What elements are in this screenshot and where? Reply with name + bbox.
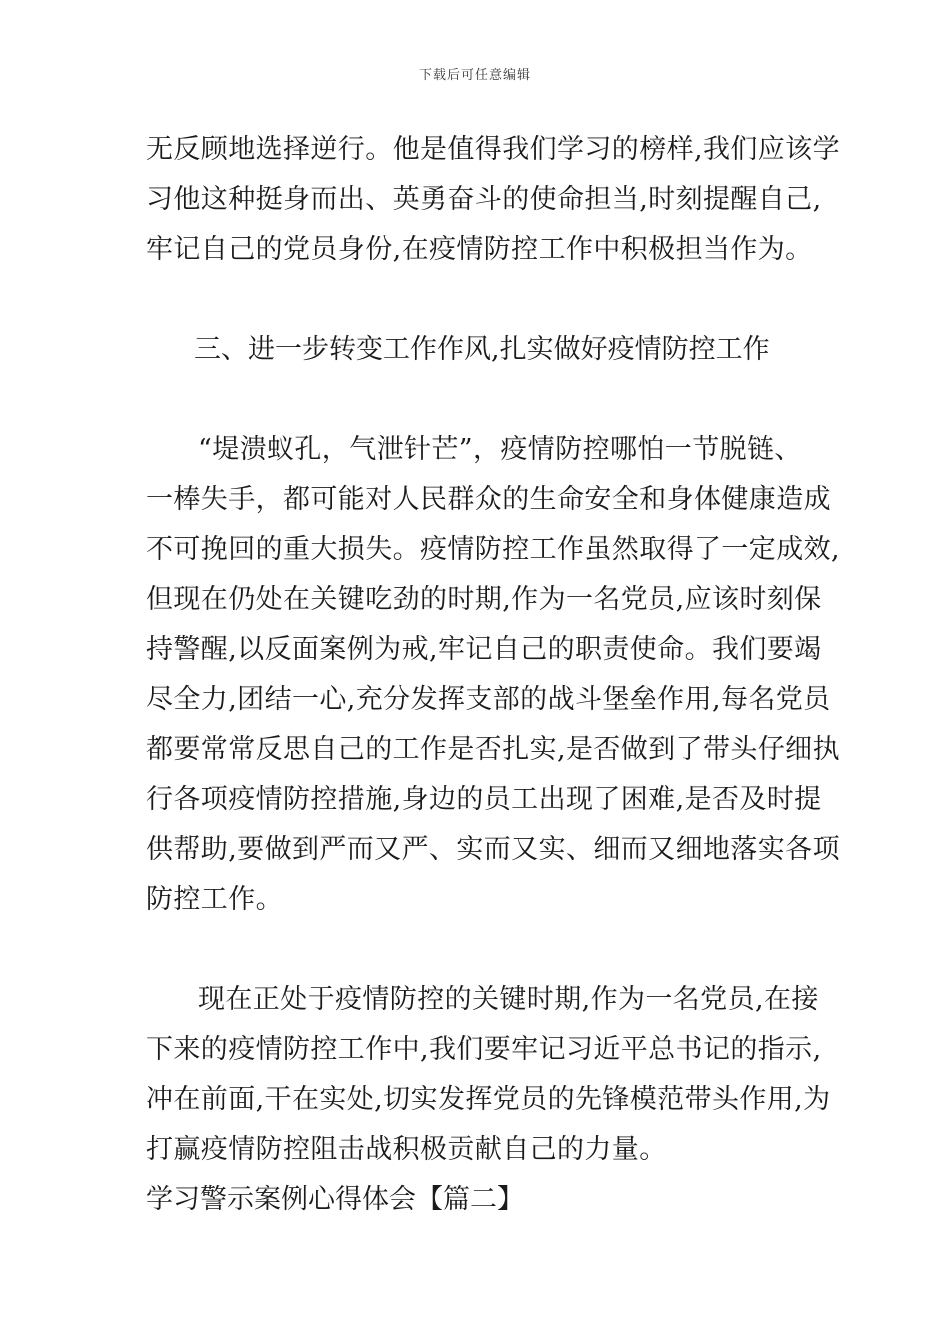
paragraph-2-line-1: “堤溃蚁孔，气泄针芒”，疫情防控哪怕一节脱链、 [198, 434, 802, 465]
page-header-note: 下载后可任意编辑 [418, 68, 531, 83]
paragraph-2-line-10: 防控工作。 [146, 884, 283, 915]
paragraph-1-line-3: 牢记自己的党员身份,在疫情防控工作中积极担当作为。 [146, 234, 813, 265]
paragraph-3-line-3: 冲在前面,干在实处,切实发挥党员的先锋模范带头作用,为 [146, 1084, 831, 1115]
paragraph-2-line-5: 持警醒,以反面案例为戒,牢记自己的职责使命。我们要竭 [146, 634, 822, 665]
next-section-title: 学习警示案例心得体会【篇二】 [146, 1184, 524, 1215]
paragraph-3-line-1: 现在正处于疫情防控的关键时期,作为一名党员,在接 [198, 984, 819, 1015]
paragraph-2-line-4: 但现在仍处在关键吃劲的时期,作为一名党员,应该时刻保 [146, 584, 822, 615]
paragraph-2-line-2: 一棒失手，都可能对人民群众的生命安全和身体健康造成 [146, 484, 831, 515]
paragraph-2-line-9: 供帮助,要做到严而又严、实而又实、细而又细地落实各项 [146, 834, 840, 865]
paragraph-1-line-2: 习他这种挺身而出、英勇奋斗的使命担当,时刻提醒自己, [146, 184, 822, 215]
paragraph-3-line-4: 打赢疫情防控阻击战积极贡献自己的力量。 [146, 1134, 667, 1165]
paragraph-3-line-2: 下来的疫情防控工作中,我们要牢记习近平总书记的指示, [146, 1034, 822, 1065]
paragraph-1-line-1: 无反顾地选择逆行。他是值得我们学习的榜样,我们应该学 [146, 134, 840, 165]
paragraph-2-line-3: 不可挽回的重大损失。疫情防控工作虽然取得了一定成效, [146, 534, 840, 565]
paragraph-2-line-7: 都要常常反思自己的工作是否扎实,是否做到了带头仔细执 [146, 734, 840, 765]
paragraph-2-line-6: 尽全力,团结一心,充分发挥支部的战斗堡垒作用,每名党员 [146, 684, 831, 715]
section-three-heading: 三、进一步转变工作作风,扎实做好疫情防控工作 [194, 334, 770, 365]
paragraph-2-line-8: 行各项疫情防控措施,身边的员工出现了困难,是否及时提 [146, 784, 822, 815]
